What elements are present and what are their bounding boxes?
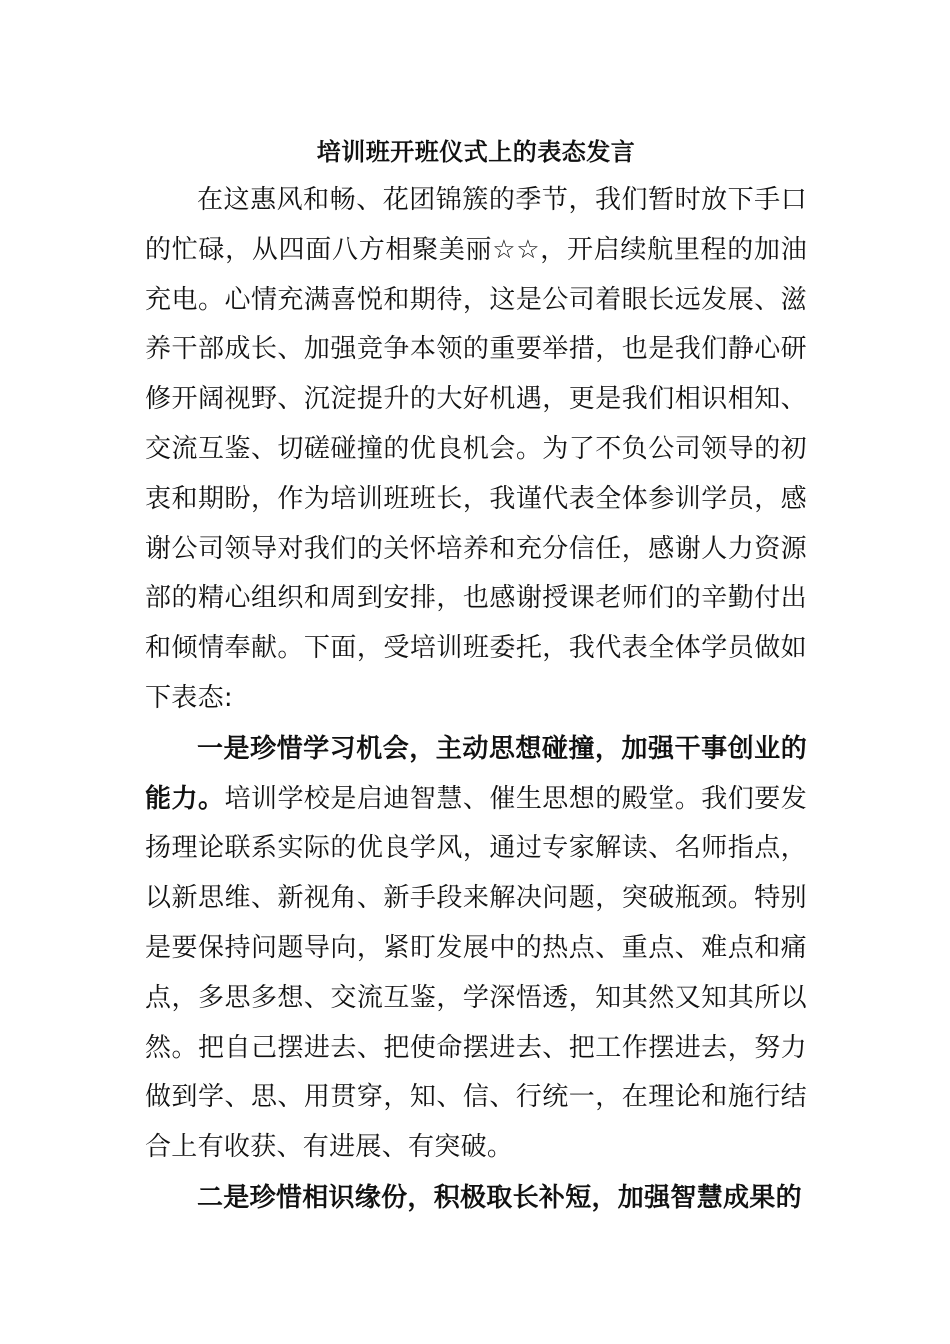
document-page — [145, 128, 807, 1224]
point-one-lead: 一是珍惜学习机会，主动思想碰撞，加强干事创业的能力。 — [145, 733, 807, 814]
point-two-lead: 二是珍惜相识缘份，积极取长补短，加强智慧成果的 — [197, 1182, 802, 1213]
document-title: 培训班开班仪式上的表态发言 — [316, 138, 636, 166]
point-one-paragraph — [145, 725, 807, 1173]
intro-paragraph: 在这惠风和畅、花团锦簇的季节，我们暂时放下手口的忙碌，从四面八方相聚美丽☆☆，开启续航里程的加油充电。心情充满喜悦和期待，这是公司着眼长远发展、滋养干部成长、加强竞争本领的重要举措，也是我们静心研修开阔视野、沉淀提升的大好机遇，更是我们相识相知、交流互鉴、切磋碰撞的优良机会。为了不负公司领导的初衷和期盼，作为培训班班长，我谨代表全体参训学员，感谢公司领导对我们的关怀培养和充分信任，感谢人力资源部的精心组织和周到安排，也感谢授课老师们的辛勤付出和倾情奉献。下面，受培训班委托，我代表全体学员做如下表态: — [145, 185, 807, 713]
point-two-paragraph — [145, 1174, 807, 1224]
point-one-body: 培训学校是启迪智慧、催生思想的殿堂。我们要发扬理论联系实际的优良学风，通过专家解读、名师指点，以新思维、新视角、新手段来解决问题，突破瓶颈。特别是要保持问题导向，紧盯发展中的热点、重点、难点和痛点，多思多想、交流互鉴，学深悟透，知其然又知其所以然。把自己摆进去、把使命摆进去、把工作摆进去，努力做到学、思、用贯穿，知、信、行统一，在理论和施行结合上有收获、有进展、有突破。 — [145, 783, 807, 1163]
